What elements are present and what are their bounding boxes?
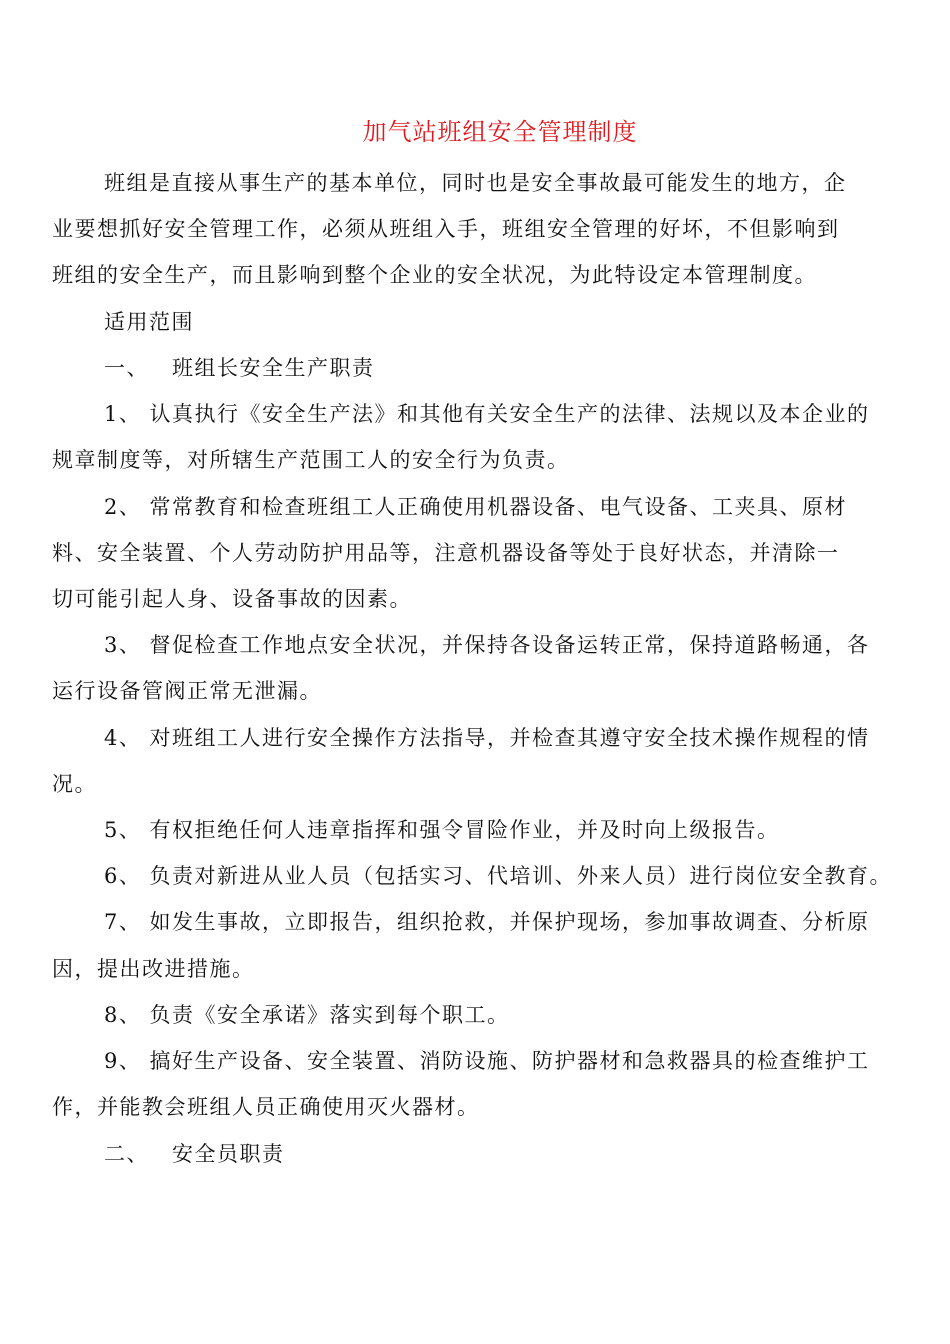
item-7-line-2: 因，提出改进措施。 bbox=[52, 957, 255, 981]
item-3-line-2: 运行设备管阀正常无泄漏。 bbox=[52, 679, 322, 703]
document-title: 加气站班组安全管理制度 bbox=[362, 118, 638, 146]
intro-line-1: 班组是直接从事生产的基本单位，同时也是安全事故最可能发生的地方，企 bbox=[104, 171, 847, 195]
section-2-number: 二、 bbox=[104, 1142, 149, 1166]
item-7-line-1: 7、 如发生事故，立即报告，组织抢救，并保护现场，参加事故调查、分析原 bbox=[104, 910, 870, 934]
item-3-line-1: 3、 督促检查工作地点安全状况，并保持各设备运转正常，保持道路畅通，各 bbox=[104, 633, 870, 657]
section-2-heading: 安全员职责 bbox=[172, 1142, 285, 1166]
section-1-heading: 班组长安全生产职责 bbox=[172, 356, 375, 380]
item-6-line-1: 6、 负责对新进从业人员（包括实习、代培训、外来人员）进行岗位安全教育。 bbox=[104, 864, 893, 888]
item-9-line-1: 9、 搞好生产设备、安全装置、消防设施、防护器材和急救器具的检查维护工 bbox=[104, 1049, 870, 1073]
intro-line-3: 班组的安全生产，而且影响到整个企业的安全状况，为此特设定本管理制度。 bbox=[52, 263, 817, 287]
item-2-line-3: 切可能引起人身、设备事故的因素。 bbox=[52, 587, 412, 611]
item-4-line-2: 况。 bbox=[52, 772, 97, 796]
item-8-line-1: 8、 负责《安全承诺》落实到每个职工。 bbox=[104, 1003, 510, 1027]
intro-line-2: 业要想抓好安全管理工作，必须从班组入手，班组安全管理的好坏，不但影响到 bbox=[52, 217, 840, 241]
section-1-number: 一、 bbox=[104, 356, 149, 380]
item-4-line-1: 4、 对班组工人进行安全操作方法指导，并检查其遵守安全技术操作规程的情 bbox=[104, 726, 870, 750]
item-2-line-2: 料、安全装置、个人劳动防护用品等，注意机器设备等处于良好状态，并清除一 bbox=[52, 541, 840, 565]
item-2-line-1: 2、 常常教育和检查班组工人正确使用机器设备、电气设备、工夹具、原材 bbox=[104, 495, 848, 519]
scope-heading: 适用范围 bbox=[104, 310, 194, 334]
item-1-line-2: 规章制度等，对所辖生产范围工人的安全行为负责。 bbox=[52, 448, 570, 472]
item-5-line-1: 5、 有权拒绝任何人违章指挥和强令冒险作业，并及时向上级报告。 bbox=[104, 818, 780, 842]
item-9-line-2: 作，并能教会班组人员正确使用灭火器材。 bbox=[52, 1095, 480, 1119]
item-1-line-1: 1、 认真执行《安全生产法》和其他有关安全生产的法律、法规以及本企业的 bbox=[104, 402, 870, 426]
